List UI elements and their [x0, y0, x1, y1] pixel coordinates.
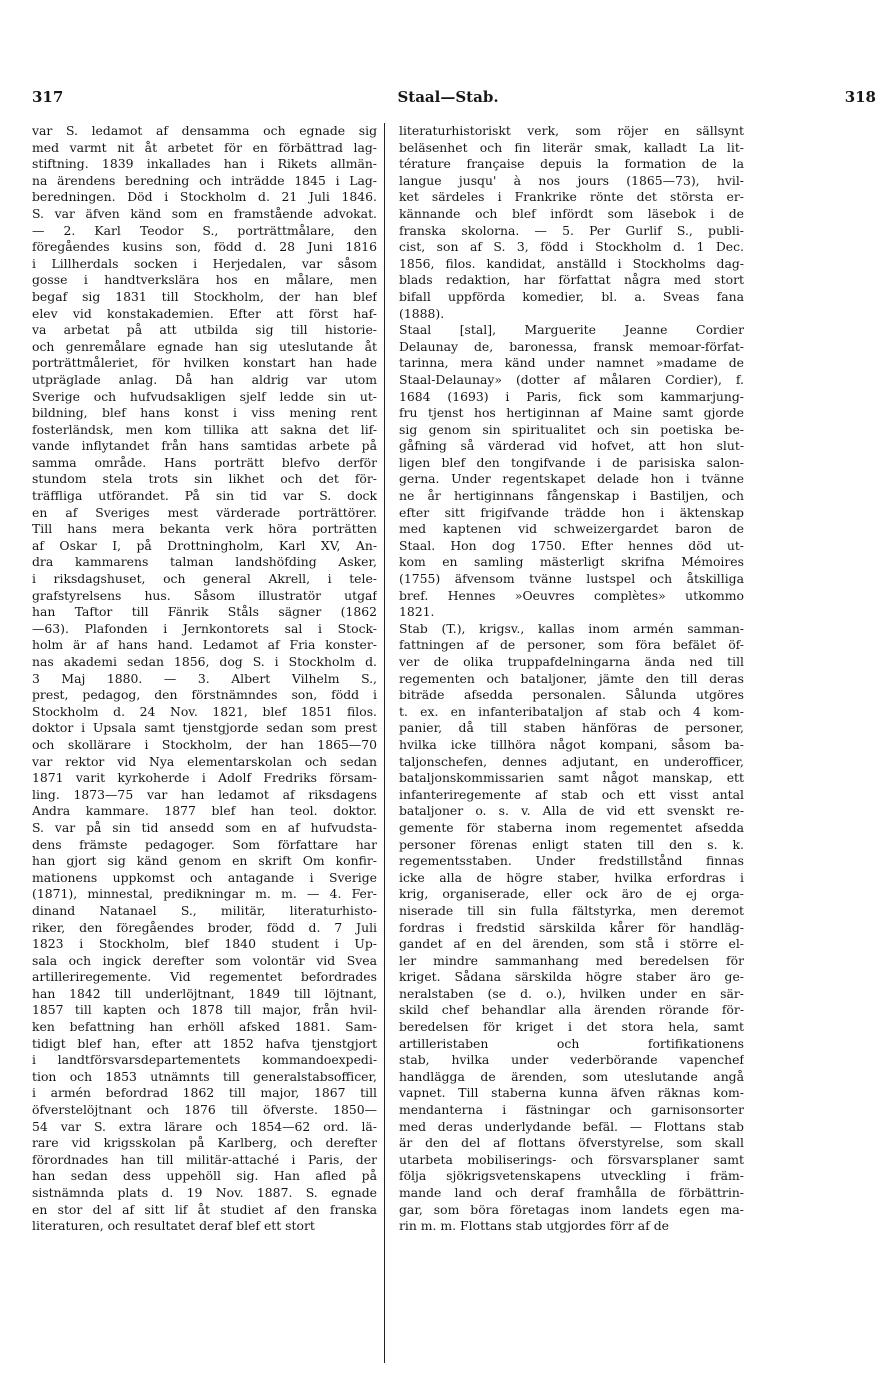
text-line: med deras underlydande befäl. — Flottans stab: [399, 1118, 744, 1134]
text-line: förordnades han till militär-attaché i Paris, der: [32, 1151, 377, 1167]
text-line: sala och ingick derefter som volontär vid Svea: [32, 952, 377, 968]
text-line: kom en samling mästerligt skrifna Mémoires: [399, 554, 744, 570]
text-line: Delaunay de, baronessa, fransk memoar-förfat-: [399, 338, 744, 354]
text-line: vapnet. Till staberna kunna äfven räknas kom-: [399, 1085, 744, 1101]
text-line: ket särdeles i Frankrike rönte det största er-: [399, 189, 744, 205]
text-line: 54 var S. extra lärare och 1854—62 ord. lä-: [32, 1118, 377, 1134]
text-line: holm är af hans hand. Ledamot af Fria konster-: [32, 637, 377, 653]
text-line: regementsstaben. Under fredstillstånd finnas: [399, 853, 744, 869]
text-line: porträttmåleriet, för hvilken konstart han hade: [32, 355, 377, 371]
text-line: personer förenas enligt staten till den s. k.: [399, 836, 744, 852]
text-line: handlägga de ärenden, som uteslutande angå: [399, 1068, 744, 1084]
text-line: Andra kammare. 1877 blef han teol. doktor.: [32, 803, 377, 819]
text-line: en af Sveriges mest värderade porträttörer.: [32, 504, 377, 520]
text-line: stiftning. 1839 inkallades han i Rikets allmän-: [32, 156, 377, 172]
text-line: Sverige och hufvudsakligen sjelf ledde sin ut-: [32, 388, 377, 404]
text-line: Stockholm d. 24 Nov. 1821, blef 1851 filos.: [32, 703, 377, 719]
text-line: sistnämnda plats d. 19 Nov. 1887. S. egnade: [32, 1185, 377, 1200]
text-line: riker, den föregåendes broder, född d. 7 Juli: [32, 919, 377, 935]
text-line: tarinna, mera känd under namnet »madame de: [399, 355, 744, 371]
column-divider: [384, 123, 385, 1363]
text-line: infanteriregemente af stab och ett visst antal: [399, 786, 744, 802]
text-line: han gjort sig känd genom en skrift Om konfir-: [32, 853, 377, 869]
text-line: cist, son af S. 3, född i Stockholm d. 1 Dec.: [399, 239, 744, 255]
text-line: var S. ledamot af densamma och egnade sig: [32, 123, 377, 138]
text-line: kännande och blef infördt som läsebok i de: [399, 205, 744, 221]
text-line: 1857 till kapten och 1878 till major, från hvil-: [32, 1002, 377, 1018]
text-line: samma område. Hans porträtt blefvo derför: [32, 454, 377, 470]
text-line: térature française depuis la formation de la: [399, 156, 744, 172]
text-line: Stab (T.), krigsv., kallas inom armén samman-: [399, 620, 744, 636]
text-line: beredningen. Död i Stockholm d. 21 Juli 1846.: [32, 189, 377, 205]
text-line: gandet af en del ärenden, som stå i större el-: [399, 936, 744, 952]
text-line: 1684 (1693) i Paris, fick som kammarjung-: [399, 388, 744, 404]
text-line: niserade till sin fulla fältstyrka, men deremot: [399, 902, 744, 918]
text-line: S. var äfven känd som en framstående advokat.: [32, 205, 377, 221]
text-line: (1888).: [399, 305, 445, 321]
text-line: Staal-Delaunay» (dotter af målaren Cordier), f.: [399, 371, 744, 387]
text-line: tidigt blef han, efter att 1852 hafva tjenstgjort: [32, 1035, 377, 1051]
text-line: han sedan dess uppehöll sig. Han afled på: [32, 1168, 377, 1184]
text-line: artilleriregemente. Vid regementet befordrades: [32, 969, 377, 985]
text-line: panier, då till staben hänföras de personer,: [399, 720, 744, 736]
text-line: i Lillherdals socken i Herjedalen, var såsom: [32, 255, 377, 271]
text-line: neralstaben (se d. o.), hvilken under en sär-: [399, 985, 744, 1001]
right-column: [399, 123, 744, 1235]
text-line: mande land och deraf framhålla de förbättrin-: [399, 1185, 744, 1200]
text-line: sig genom sin spiritualitet och sin poetiska be-: [399, 421, 744, 437]
text-line: (1755) äfvensom tvänne lustspel och åtskilliga: [399, 571, 744, 587]
text-line: Till hans mera bekanta verk höra porträtten: [32, 521, 377, 537]
text-line: ligen blef den tongifvande i de parisiska salon-: [399, 454, 744, 470]
text-line: skild chef behandlar alla ärenden rörande för-: [399, 1002, 744, 1018]
text-line: kriget. Sådana särskilda högre staber äro ge-: [399, 969, 744, 985]
text-line: fattningen af de personer, som föra befälet öf-: [399, 637, 744, 653]
text-line: i riksdagshuset, och general Akrell, i tele-: [32, 571, 377, 587]
text-line: är den del af flottans öfverstyrelse, som skall: [399, 1135, 744, 1151]
text-line: rin m. m. Flottans stab utgjordes förr af de: [399, 1218, 669, 1234]
text-line: (1871), minnestal, predikningar m. m. — 4. Fer-: [32, 886, 377, 902]
text-line: dinand Natanael S., militär, literaturhisto-: [32, 902, 377, 918]
text-line: bifall uppförda komedier, bl. a. Sveas fana: [399, 288, 744, 304]
text-line: utpräglade anlag. Då han aldrig var utom: [32, 371, 377, 387]
text-line: prest, pedagog, den förstnämndes son, född i: [32, 687, 377, 703]
text-line: gåfning så värderad vid hofvet, att hon slut-: [399, 438, 744, 454]
text-line: mendanterna i fästningar och garnisonsorter: [399, 1102, 744, 1118]
text-line: gerna. Under regentskapet delade hon i tvänne: [399, 471, 744, 487]
text-line: bref. Hennes »Oeuvres complètes» utkommo: [399, 587, 744, 603]
text-line: 1856, filos. kandidat, anställd i Stockholms dag-: [399, 255, 744, 271]
text-line: bataljoner o. s. v. Alla de vid ett svenskt re-: [399, 803, 744, 819]
text-line: utarbeta mobiliserings- och försvarsplaner samt: [399, 1151, 744, 1167]
text-line: och genremålare egnade han sig uteslutande åt: [32, 338, 377, 354]
text-line: artilleristaben och fortifikationens: [399, 1035, 744, 1051]
text-line: han Taftor till Fänrik Ståls sägner (1862: [32, 604, 377, 620]
text-line: med kaptenen vid schweizergardet baron de: [399, 521, 744, 537]
text-line: ling. 1873—75 var han ledamot af riksdagens: [32, 786, 377, 802]
text-line: han 1842 till underlöjtnant, 1849 till löjtnant,: [32, 985, 377, 1001]
page-number-left: 317: [32, 88, 64, 106]
text-line: langue jusqu' à nos jours (1865—73), hvil-: [399, 172, 744, 188]
text-line: stab, hvilka under vederbörande vapenchef: [399, 1052, 744, 1068]
text-line: af Oskar I, på Drottningholm, Karl XV, An-: [32, 537, 377, 553]
text-line: taljonschefen, dennes adjutant, en underofficer,: [399, 753, 744, 769]
text-line: 1871 varit kyrkoherde i Adolf Fredriks försam-: [32, 770, 377, 786]
text-line: dens främste pedagoger. Som författare har: [32, 836, 377, 852]
text-line: mationens uppkomst och antagande i Sverige: [32, 869, 377, 885]
text-line: med varmt nit åt arbetet för en förbättrad lag-: [32, 139, 377, 155]
text-line: hvilka icke tillhöra något kompani, såsom ba-: [399, 736, 744, 752]
text-line: var rektor vid Nya elementarskolan och sedan: [32, 753, 377, 769]
text-line: ken befattning han erhöll afsked 1881. Sam-: [32, 1019, 377, 1035]
text-line: träffliga utförandet. På sin tid var S. dock: [32, 488, 377, 504]
text-line: bildning, blef hans konst i viss mening rent: [32, 405, 377, 421]
text-line: efter sitt frigifvande trädde hon i äktenskap: [399, 504, 744, 520]
text-line: regementen och bataljoner, jämte den till deras: [399, 670, 744, 686]
text-line: —63). Plafonden i Jernkontorets sal i Stock-: [32, 620, 377, 636]
text-line: begaf sig 1831 till Stockholm, der han blef: [32, 288, 377, 304]
text-line: grafstyrelsens hus. Såsom illustratör utgaf: [32, 587, 377, 603]
text-line: gar, som böra företagas inom landets egen ma-: [399, 1201, 744, 1217]
text-line: fru tjenst hos hertiginnan af Maine samt gjorde: [399, 405, 744, 421]
page-number-right: 318: [844, 88, 876, 106]
text-line: en stor del af sitt lif åt studiet af den franska: [32, 1201, 377, 1217]
text-line: beläsenhet och fin literär smak, kalladt La lit-: [399, 139, 744, 155]
text-line: franska skolorna. — 5. Per Gurlif S., publi-: [399, 222, 744, 238]
text-line: öfverstelöjtnant och 1876 till öfverste. 1850—: [32, 1102, 377, 1118]
text-line: vande inflytandet från hans samtidas arbete på: [32, 438, 377, 454]
text-line: följa sjökrigsvetenskapens utveckling i främ-: [399, 1168, 744, 1184]
text-line: nas akademi sedan 1856, dog S. i Stockholm d.: [32, 654, 377, 669]
text-line: na ärendens beredning och inträdde 1845 i Lag-: [32, 172, 377, 188]
text-line: elev vid konstakademien. Efter att först haf-: [32, 305, 377, 321]
text-line: dra kammarens talman landshöfding Asker,: [32, 554, 377, 570]
text-line: S. var på sin tid ansedd som en af hufvudsta-: [32, 819, 377, 835]
text-line: fosterländsk, men kom tillika att sakna det lif-: [32, 421, 377, 437]
text-line: tion och 1853 utnämnts till generalstabsofficer,: [32, 1068, 377, 1084]
text-line: ler mindre sammanhang med beredelsen för: [399, 952, 744, 968]
text-line: blads redaktion, har författat några med stort: [399, 272, 744, 288]
text-line: gosse i handtverkslära hos en målare, men: [32, 272, 377, 288]
text-line: stundom stela trots sin likhet och det för-: [32, 471, 377, 487]
text-line: ver de olika truppafdelningarna ända ned till: [399, 654, 744, 669]
text-line: — 2. Karl Teodor S., porträttmålare, den: [32, 222, 377, 238]
text-line: bataljonskommissarien samt något manskap, ett: [399, 770, 744, 786]
text-line: krig, organiserade, eller ock äro de ej orga-: [399, 886, 744, 902]
text-line: literaturhistoriskt verk, som röjer en sällsynt: [399, 123, 744, 138]
text-line: 1823 i Stockholm, blef 1840 student i Up-: [32, 936, 377, 952]
text-line: 3 Maj 1880. — 3. Albert Vilhelm S.,: [32, 670, 377, 686]
text-line: fordras i fredstid särskilda kårer för handläg-: [399, 919, 744, 935]
text-line: biträde afsedda personalen. Sålunda utgöres: [399, 687, 744, 703]
text-line: va arbetat på att utbilda sig till historie-: [32, 322, 377, 338]
text-line: Staal [stal], Marguerite Jeanne Cordier: [399, 322, 744, 338]
text-line: ne år hertiginnans fångenskap i Bastiljen, och: [399, 488, 744, 504]
text-line: beredelsen för kriget i det stora hela, samt: [399, 1019, 744, 1035]
text-line: Staal. Hon dog 1750. Efter hennes död ut-: [399, 537, 744, 553]
text-line: gemente för staberna inom regementet afsedda: [399, 819, 744, 835]
left-column: [32, 123, 377, 1235]
running-head: Staal—Stab.: [397, 88, 499, 106]
text-line: rare vid krigsskolan på Karlberg, och derefter: [32, 1135, 377, 1151]
text-line: i armén befordrad 1862 till major, 1867 till: [32, 1085, 377, 1101]
text-line: i landtförsvarsdepartementets kommandoexpedi-: [32, 1052, 377, 1068]
text-line: 1821.: [399, 604, 435, 620]
text-line: och skollärare i Stockholm, der han 1865—70: [32, 736, 377, 752]
text-line: doktor i Upsala samt tjenstgjorde sedan som prest: [32, 720, 377, 736]
text-line: t. ex. en infanteribataljon af stab och 4 kom-: [399, 703, 744, 719]
text-line: föregåendes kusins son, född d. 28 Juni 1816: [32, 239, 377, 255]
text-line: literaturen, och resultatet deraf blef ett stort: [32, 1218, 315, 1234]
text-line: icke alla de högre staber, hvilka erfordras i: [399, 869, 744, 885]
